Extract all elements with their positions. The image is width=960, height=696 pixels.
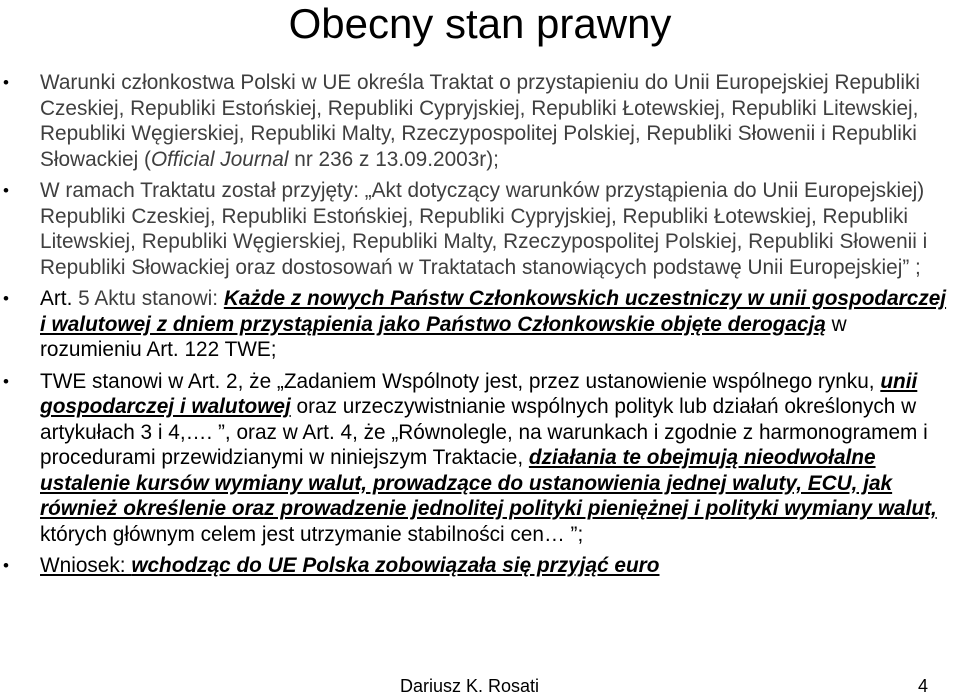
- bullet-text-tail: których głównym celem jest utrzymanie stabilności cen… ”;: [40, 522, 584, 546]
- bullet-item-article-5: [0, 286, 960, 363]
- bullet-icon: •: [3, 289, 9, 308]
- bullet-text-pre: TWE stanowi w Art. 2, że „Zadaniem Wspólnoty jest, przez ustanowienie wspólnego rynku,: [40, 369, 881, 393]
- slide-title: Obecny stan prawny: [288, 0, 672, 47]
- bullet-text: Warunki członkostwa Polski w UE określa Traktat o przystapieniu do Unii Europejskiej Republiki Czeskiej, Republiki Estońskiej, Republiki Cypryjskiej, Republiki Łotewskiej, Republiki Litewskiej, Republiki Węgierskiej, Republiki Malty, Rzeczypospolitej Polskiej, Republiki Słowenii i Republiki Słowackiej (: [40, 71, 920, 171]
- bullet-icon: •: [3, 73, 9, 92]
- conclusion-label: Wniosek:: [40, 554, 132, 577]
- bullet-item-act: [0, 178, 960, 280]
- bullet-item-membership: [0, 70, 960, 172]
- bullet-list: [0, 70, 960, 585]
- emphasis-text-2: działania te obejmują nieodwołalne ustalenie kursów wymiany walut, prowadzące do ustanowienia jednej waluty, ECU, jak również określenie oraz prowadzenie jednolitej polityki pieniężnej i polityki wymiany walut,: [40, 446, 937, 520]
- footer-author: Dariusz K. Rosati: [400, 676, 540, 696]
- bullet-text-mid: oraz urzeczywistnianie wspólnych polityk lub działań określonych w artykułach 3 i 4,…. ”, oraz w Art. 4, że „Równolegle, na warunkach i zgodnie z harmonogramem i procedurami przewidzianymi w niniejszym Traktacie,: [40, 395, 928, 469]
- bullet-item-conclusion: [0, 553, 960, 579]
- bullet-text-pre: Art.: [40, 287, 79, 310]
- emphasis-text: Każde z nowych Państw Członkowskich uczestniczy w unii gospodarczej i walutowej z dniem przystąpienia jako Państwo Członkowskie objęte derogacją: [40, 287, 947, 336]
- bullet-text: W ramach Traktatu został przyjęty: „Akt dotyczący warunków przystąpienia do Unii Europejskiej) Republiki Czeskiej, Republiki Estońskiej, Republiki Cypryjskiej, Republiki Łotewskiej, Republiki Litewskiej, Republiki Węgierskiej, Republiki Malty, Rzeczypospolitej Polskiej, Republiki Słowenii i Republiki Słowackiej oraz dostosowań w Traktatach stanowiących podstawę Unii Europejskiej” ;: [40, 179, 928, 279]
- bullet-text-gray: 5 Aktu stanowi:: [78, 287, 219, 310]
- conclusion-text: wchodząc do UE Polska zobowiązała się przyjąć euro: [131, 554, 660, 577]
- bullet-icon: •: [3, 556, 9, 575]
- emphasis-text-1: unii gospodarczej i walutowej: [40, 369, 918, 418]
- bullet-text-tail: w rozumieniu Art. 122 TWE;: [40, 312, 847, 361]
- official-journal-text: Official Journal: [150, 147, 289, 171]
- page-number: 4: [918, 676, 929, 696]
- bullet-icon: •: [3, 181, 9, 200]
- bullet-item-twe: [0, 369, 960, 548]
- bullet-text-tail: nr 236 z 13.09.2003r);: [288, 147, 499, 171]
- bullet-icon: •: [3, 371, 9, 391]
